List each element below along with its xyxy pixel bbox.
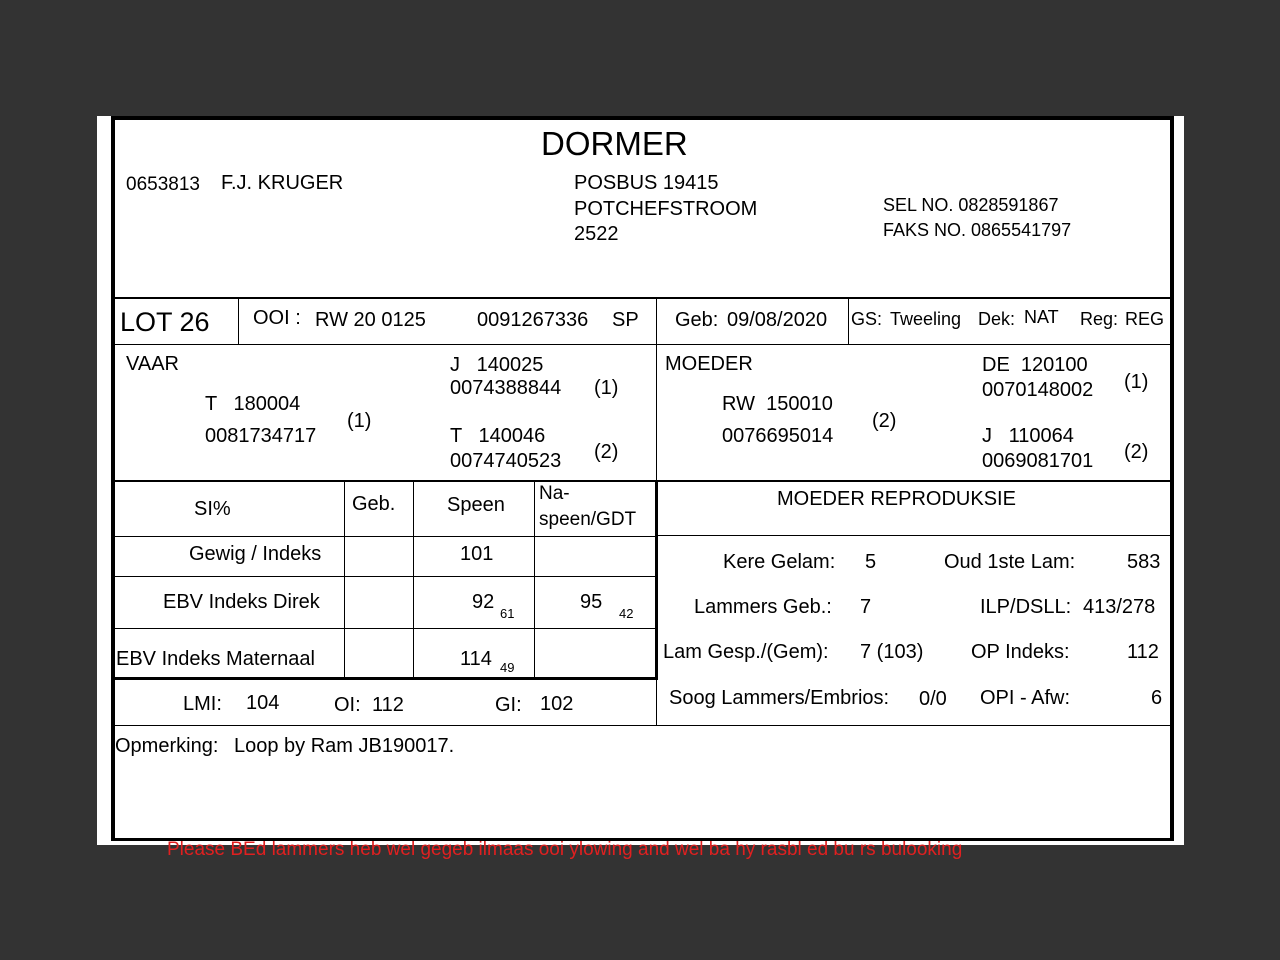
- soog-label: Soog Lammers/Embrios:: [669, 687, 890, 709]
- dek-label: Dek:: [978, 309, 1016, 329]
- opi-value: 6: [1151, 687, 1163, 709]
- sire-label: VAAR: [126, 353, 179, 375]
- divider-lot-2: [656, 299, 657, 345]
- lmi-value: 104: [246, 692, 280, 714]
- gesp-value: 7 (103): [860, 641, 924, 663]
- row-gewig-speen: 101: [460, 543, 494, 565]
- breeder-name: F.J. KRUGER: [221, 172, 344, 194]
- sire-sire-number: 0074388844: [450, 377, 562, 399]
- dam-dam-number: 0069081701: [982, 450, 1094, 472]
- gesp-label: Lam Gesp./(Gem):: [663, 641, 829, 663]
- lot-card: [97, 116, 1184, 860]
- sire-dam-id: T 140046: [450, 425, 546, 447]
- dam-label: MOEDER: [665, 353, 753, 375]
- lot-number: LOT 26: [120, 307, 210, 337]
- gi-value: 102: [540, 693, 574, 715]
- col-naspeen-2: speen/GDT: [539, 509, 637, 530]
- lmi-label: LMI:: [183, 693, 222, 715]
- perf-row-line-1: [114, 536, 656, 537]
- border-top: [111, 116, 1174, 120]
- dam-dam-id: J 110064: [982, 425, 1074, 447]
- perf-col-line-2: [413, 482, 414, 678]
- row-ebv-direk-naspeen: 95: [580, 591, 603, 613]
- op-value: 112: [1127, 641, 1159, 663]
- geb-date: 09/08/2020: [727, 309, 828, 331]
- address-line2: POTCHEFSTROOM: [574, 198, 758, 220]
- border-right: [1170, 116, 1174, 841]
- repro-divider-left: [656, 482, 657, 726]
- row-ebv-direk-speen-acc: 61: [500, 606, 515, 621]
- breed-title: DORMER: [541, 125, 688, 162]
- gs-value: Tweeling: [890, 309, 962, 329]
- dam-id: RW 150010: [722, 393, 833, 415]
- dam-dam-mark: (2): [1124, 441, 1149, 463]
- remarks-label: Opmerking:: [115, 735, 219, 757]
- reg-label: Reg:: [1080, 309, 1119, 329]
- sire-sire-id: J 140025: [450, 354, 544, 376]
- geb-label: Geb:: [675, 309, 719, 331]
- dam-mark: (2): [872, 410, 897, 432]
- oud-value: 583: [1127, 551, 1161, 573]
- oi-label: OI:: [334, 694, 361, 716]
- perf-row-line-3: [114, 628, 656, 629]
- sire-number: 0081734717: [205, 425, 317, 447]
- row-ebv-maternaal-label: EBV Indeks Maternaal: [116, 648, 315, 670]
- divider-pedigree: [656, 345, 657, 481]
- sire-mark: (1): [347, 410, 372, 432]
- col-si: SI%: [194, 498, 231, 520]
- divider-lot-1: [238, 299, 239, 345]
- divider-lot-bottom: [111, 344, 1174, 345]
- fax-number: FAKS NO. 0865541797: [883, 220, 1072, 240]
- address-line3: 2522: [574, 223, 619, 245]
- perf-col-line-1: [344, 482, 345, 678]
- ilp-label: ILP/DSLL:: [980, 596, 1072, 618]
- op-label: OP Indeks:: [971, 641, 1070, 663]
- lammers-value: 7: [860, 596, 872, 618]
- divider-pedigree-bottom: [111, 480, 1174, 482]
- lammers-label: Lammers Geb.:: [694, 596, 832, 618]
- repro-title-line: [657, 535, 1172, 536]
- sire-dam-mark: (2): [594, 441, 619, 463]
- row-ebv-maternaal-speen: 114: [460, 648, 492, 670]
- sire-dam-number: 0074740523: [450, 450, 562, 472]
- divider-indices-bottom: [114, 725, 1172, 726]
- ooi-label: OOI :: [253, 307, 301, 329]
- col-naspeen-1: Na-: [539, 483, 570, 504]
- dam-sire-mark: (1): [1124, 371, 1149, 393]
- row-gewig-label: Gewig / Indeks: [189, 543, 322, 565]
- perf-col-line-3: [534, 482, 535, 678]
- repro-title: MOEDER REPRODUKSIE: [777, 488, 1016, 510]
- kere-value: 5: [865, 551, 877, 573]
- oud-label: Oud 1ste Lam:: [944, 551, 1076, 573]
- ooi-id: RW 20 0125: [315, 309, 426, 331]
- ooi-reg-number: 0091267336: [477, 309, 589, 331]
- row-ebv-direk-naspeen-acc: 42: [619, 606, 634, 621]
- perf-border-bottom: [112, 677, 658, 680]
- footer-note: Please BEd lammers heb wel gegeb ilmaas ooi ylowing and wel ba hy rasbl ed bu rs bulooking: [167, 839, 963, 860]
- col-geb: Geb.: [352, 493, 396, 515]
- oi-value: 112: [372, 694, 404, 716]
- sire-id: T 180004: [205, 393, 301, 415]
- gi-label: GI:: [495, 694, 522, 716]
- divider-lot-3: [848, 299, 849, 345]
- address-line1: POSBUS 19415: [574, 172, 719, 194]
- perf-border-left: [112, 481, 114, 679]
- remarks-text: Loop by Ram JB190017.: [234, 735, 455, 757]
- row-ebv-direk-speen: 92: [472, 591, 495, 613]
- breeder-number: 0653813: [126, 174, 200, 195]
- kere-label: Kere Gelam:: [723, 551, 836, 573]
- dam-number: 0076695014: [722, 425, 834, 447]
- opi-label: OPI - Afw:: [980, 687, 1071, 709]
- ooi-grade: SP: [612, 309, 639, 331]
- row-ebv-direk-label: EBV Indeks Direk: [163, 591, 320, 613]
- ilp-value: 413/278: [1083, 596, 1156, 618]
- cell-number: SEL NO. 0828591867: [883, 195, 1059, 215]
- dam-sire-id: DE 120100: [982, 354, 1088, 376]
- sire-sire-mark: (1): [594, 377, 619, 399]
- soog-value: 0/0: [919, 688, 947, 710]
- reg-value: REG: [1125, 309, 1165, 329]
- dam-sire-number: 0070148002: [982, 379, 1094, 401]
- divider-lot-top: [111, 297, 1174, 299]
- row-ebv-maternaal-speen-acc: 49: [500, 660, 515, 675]
- col-speen: Speen: [447, 494, 505, 516]
- perf-row-line-2: [114, 576, 656, 577]
- dek-value: NAT: [1024, 307, 1059, 327]
- border-left: [111, 116, 115, 841]
- gs-label: GS:: [851, 309, 883, 329]
